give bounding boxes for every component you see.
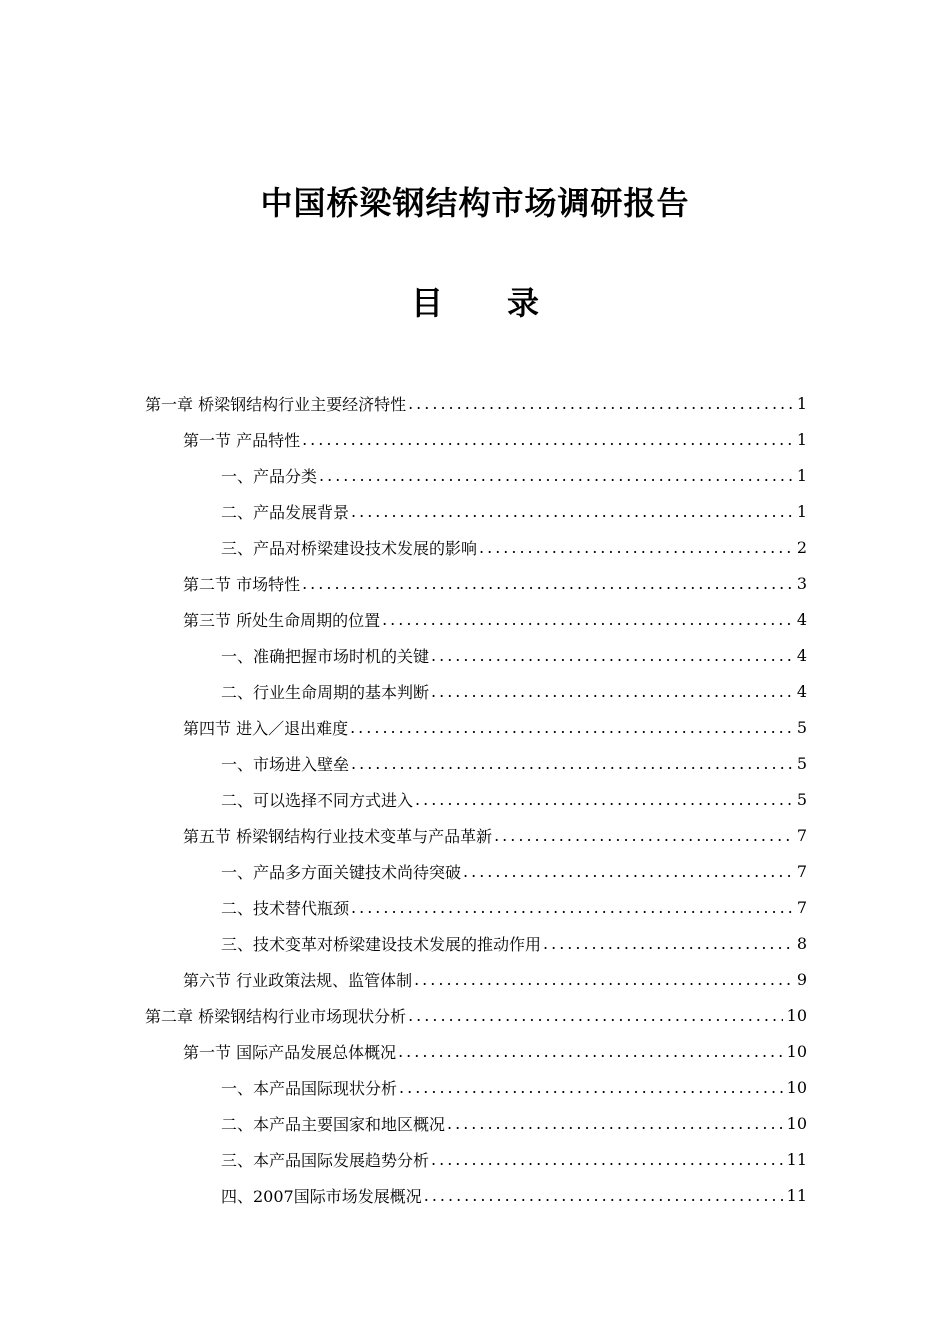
toc-entry[interactable]: [0, 1141, 950, 1177]
toc-entry[interactable]: [0, 673, 950, 709]
toc-entry-label: 第三节 所处生命周期的位置: [183, 610, 381, 630]
toc-dot-leader: [399, 1078, 783, 1097]
toc-entry-label: 一、本产品国际现状分析: [221, 1078, 398, 1098]
toc-entry[interactable]: [0, 745, 950, 781]
toc-entry[interactable]: [0, 781, 950, 817]
document-title: 中国桥梁钢结构市场调研报告: [260, 184, 690, 222]
toc-dot-leader: [543, 934, 793, 953]
toc-entry[interactable]: [0, 709, 950, 745]
toc-entry-label: 三、技术变革对桥梁建设技术发展的推动作用: [221, 934, 542, 954]
toc-entry-page-number: 10: [786, 1077, 807, 1097]
toc-entry-label: 第四节 进入／退出难度: [183, 718, 349, 738]
toc-heading: [0, 280, 950, 326]
toc-dot-leader: [415, 790, 793, 809]
toc-entry-label: 一、市场进入壁垒: [221, 754, 350, 774]
toc-dot-leader: [382, 610, 793, 629]
toc-entry-page-number: 1: [796, 393, 807, 413]
toc-entry-label: 第一章 桥梁钢结构行业主要经济特性: [145, 394, 407, 414]
toc-entry-page-number: 10: [786, 1113, 807, 1133]
toc-entry-label: 二、产品发展背景: [221, 502, 350, 522]
toc-entry[interactable]: [0, 853, 950, 889]
toc-entry[interactable]: [0, 997, 950, 1033]
toc-entry-label: 二、本产品主要国家和地区概况: [221, 1114, 446, 1134]
toc-dot-leader: [479, 538, 793, 557]
toc-entry-label: 一、产品分类: [221, 466, 318, 486]
toc-dot-leader: [463, 862, 793, 881]
toc-entry-page-number: 1: [796, 429, 807, 449]
toc-entry-page-number: 10: [786, 1005, 807, 1025]
toc-entry-label: 三、产品对桥梁建设技术发展的影响: [221, 538, 478, 558]
toc-entry-page-number: 8: [796, 933, 807, 953]
toc-entry[interactable]: [0, 925, 950, 961]
toc-entry-page-number: 11: [786, 1185, 807, 1205]
toc-entry-page-number: 3: [796, 573, 807, 593]
toc-entry-label: 第五节 桥梁钢结构行业技术变革与产品革新: [183, 826, 493, 846]
toc-entry[interactable]: [0, 1105, 950, 1141]
toc-heading-char-1: 目: [410, 284, 443, 322]
toc-entry-page-number: 9: [796, 969, 807, 989]
toc-entry-page-number: 5: [796, 789, 807, 809]
toc-entry[interactable]: [0, 637, 950, 673]
toc-entry-page-number: 5: [796, 717, 807, 737]
toc-entry-page-number: 7: [796, 861, 807, 881]
toc-entry[interactable]: [0, 421, 950, 457]
toc-dot-leader: [319, 466, 793, 485]
toc-entry-label: 四、2007国际市场发展概况: [221, 1186, 422, 1206]
toc-dot-leader: [408, 1006, 783, 1025]
toc-entry-label: 三、本产品国际发展趋势分析: [221, 1150, 430, 1170]
toc-entry[interactable]: [0, 1069, 950, 1105]
toc-entry[interactable]: [0, 385, 950, 421]
toc-entry-label: 第六节 行业政策法规、监管体制: [183, 970, 413, 990]
toc-entry[interactable]: [0, 565, 950, 601]
toc-entry-page-number: 4: [796, 645, 807, 665]
toc-entry[interactable]: [0, 529, 950, 565]
toc-heading-char-2: 录: [507, 284, 540, 322]
toc-entry[interactable]: [0, 601, 950, 637]
toc-entry-page-number: 4: [796, 609, 807, 629]
toc-dot-leader: [431, 646, 793, 665]
toc-entry-page-number: 1: [796, 465, 807, 485]
toc-entry[interactable]: [0, 1033, 950, 1069]
toc-entry-page-number: 1: [796, 501, 807, 521]
toc-entry-label: 二、可以选择不同方式进入: [221, 790, 414, 810]
toc-entry-page-number: 5: [796, 753, 807, 773]
toc-entry-page-number: 10: [786, 1041, 807, 1061]
toc-entry-label: 二、行业生命周期的基本判断: [221, 682, 430, 702]
toc-entry[interactable]: [0, 493, 950, 529]
toc-dot-leader: [350, 718, 793, 737]
toc-dot-leader: [302, 430, 793, 449]
toc-entry-page-number: 7: [796, 825, 807, 845]
toc-entry-page-number: 4: [796, 681, 807, 701]
toc-dot-leader: [398, 1042, 783, 1061]
toc-dot-leader: [494, 826, 793, 845]
toc-dot-leader: [424, 1186, 783, 1205]
toc-entry[interactable]: [0, 961, 950, 997]
toc-entry-label: 一、准确把握市场时机的关键: [221, 646, 430, 666]
toc-dot-leader: [431, 682, 793, 701]
table-of-contents: [0, 385, 950, 1213]
toc-entry-label: 第二节 市场特性: [183, 574, 301, 594]
toc-dot-leader: [431, 1150, 783, 1169]
toc-entry-page-number: 7: [796, 897, 807, 917]
toc-entry[interactable]: [0, 1177, 950, 1213]
toc-entry[interactable]: [0, 889, 950, 925]
toc-entry-label: 第一节 产品特性: [183, 430, 301, 450]
toc-dot-leader: [351, 502, 793, 521]
toc-entry[interactable]: [0, 817, 950, 853]
toc-dot-leader: [351, 754, 793, 773]
toc-dot-leader: [447, 1114, 783, 1133]
toc-entry-label: 第二章 桥梁钢结构行业市场现状分析: [145, 1006, 407, 1026]
toc-entry-page-number: 11: [786, 1149, 807, 1169]
toc-dot-leader: [302, 574, 793, 593]
toc-dot-leader: [351, 898, 793, 917]
toc-entry-page-number: 2: [796, 537, 807, 557]
toc-entry[interactable]: [0, 457, 950, 493]
toc-entry-label: 二、技术替代瓶颈: [221, 898, 350, 918]
toc-dot-leader: [414, 970, 793, 989]
toc-entry-label: 一、产品多方面关键技术尚待突破: [221, 862, 462, 882]
toc-dot-leader: [408, 394, 793, 413]
toc-entry-label: 第一节 国际产品发展总体概况: [183, 1042, 397, 1062]
